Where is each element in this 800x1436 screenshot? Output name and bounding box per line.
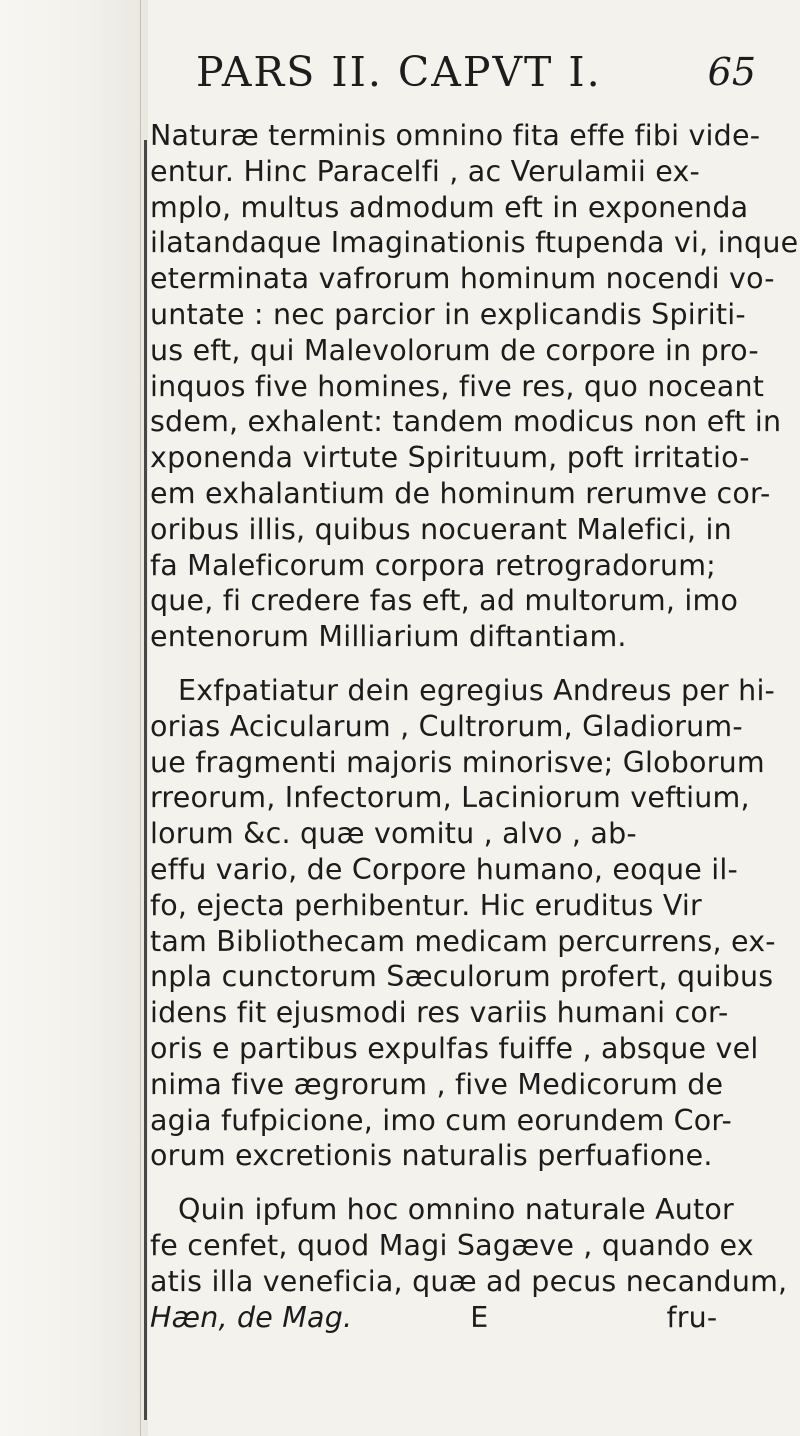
text-line: idens fit ejusmodi res variis humani cor-	[150, 996, 729, 1030]
page-body	[150, 118, 799, 1335]
text-line: ilatandaque Imaginationis ftupenda vi, inque	[150, 226, 799, 260]
page-footer	[150, 1300, 790, 1336]
text-line: nima five ægrorum , five Medicorum de	[150, 1067, 724, 1101]
text-line: Quin ipfum hoc omnino naturale Autor	[178, 1193, 734, 1227]
text-line: Naturæ terminis omnino fita effe fibi vide-	[150, 119, 761, 152]
paragraph-gap	[150, 1174, 790, 1192]
catchword: fru-	[666, 1300, 718, 1334]
text-line: us eft, qui Malevolorum de corpore in pro-	[150, 333, 759, 367]
text-line: sdem, exhalent: tandem modicus non eft in	[150, 405, 782, 439]
text-line: mplo, multus admodum eft in exponenda	[150, 190, 749, 224]
footnote-reference: Hæn, de Mag.	[150, 1300, 353, 1334]
text-line: orum excretionis naturalis perfuafione.	[150, 1139, 713, 1173]
paragraph-gap	[150, 655, 790, 673]
text-line: em exhalantium de hominum rerumve cor-	[150, 476, 771, 510]
binding-edge	[140, 0, 141, 1436]
text-line: untate : nec parcior in explicandis Spiriti-	[150, 297, 746, 331]
paragraph	[150, 1192, 790, 1299]
page-number: 65	[707, 50, 756, 94]
text-line: rreorum, Infectorum, Laciniorum veftium,	[150, 781, 750, 815]
text-line: npla cunctorum Sæculorum profert, quibus	[150, 960, 774, 994]
page-gutter	[0, 0, 148, 1436]
text-line: oribus illis, quibus nocuerant Malefici, in	[150, 512, 732, 546]
text-line: oris e partibus expulfas fuiffe , absque vel	[150, 1031, 759, 1065]
text-line: xponenda virtute Spirituum, poft irritatio-	[150, 441, 750, 475]
text-line: fa Maleficorum corpora retrogradorum;	[150, 548, 716, 582]
text-line: entur. Hinc Paracelfi , ac Verulamii ex-	[150, 154, 701, 188]
text-line: effu vario, de Corpore humano, eoque il-	[150, 852, 739, 886]
text-line: ue fragmenti majoris minorisve; Globorum	[150, 745, 765, 779]
text-line: entenorum Milliarium diftantiam.	[150, 620, 627, 654]
page-header	[196, 48, 756, 108]
text-line: que, fi credere fas eft, ad multorum, imo	[150, 584, 739, 618]
text-line: fe cenfet, quod Magi Sagæve , quando ex	[150, 1228, 754, 1262]
binding-shadow	[144, 140, 147, 1420]
paragraph	[150, 118, 799, 655]
text-line: lorum &c. quæ vomitu , alvo , ab-	[150, 817, 637, 851]
text-line: atis illa veneficia, quæ ad pecus necandum,	[150, 1264, 788, 1298]
text-line: inquos five homines, five res, quo noceant	[150, 369, 765, 403]
running-head: PARS II. CAPVT I.	[196, 48, 602, 96]
paragraph	[150, 673, 790, 1174]
signature-mark: E	[470, 1300, 489, 1334]
text-line: Exfpatiatur dein egregius Andreus per hi-	[178, 673, 776, 707]
text-line: eterminata vafrorum hominum nocendi vo-	[150, 262, 775, 296]
text-line: agia fufpicione, imo cum eorundem Cor-	[150, 1103, 732, 1137]
text-line: orias Acicularum , Cultrorum, Gladiorum-	[150, 709, 743, 743]
text-line: tam Bibliothecam medicam percurrens, ex-	[150, 924, 776, 958]
text-line: fo, ejecta perhibentur. Hic eruditus Vir	[150, 888, 702, 922]
